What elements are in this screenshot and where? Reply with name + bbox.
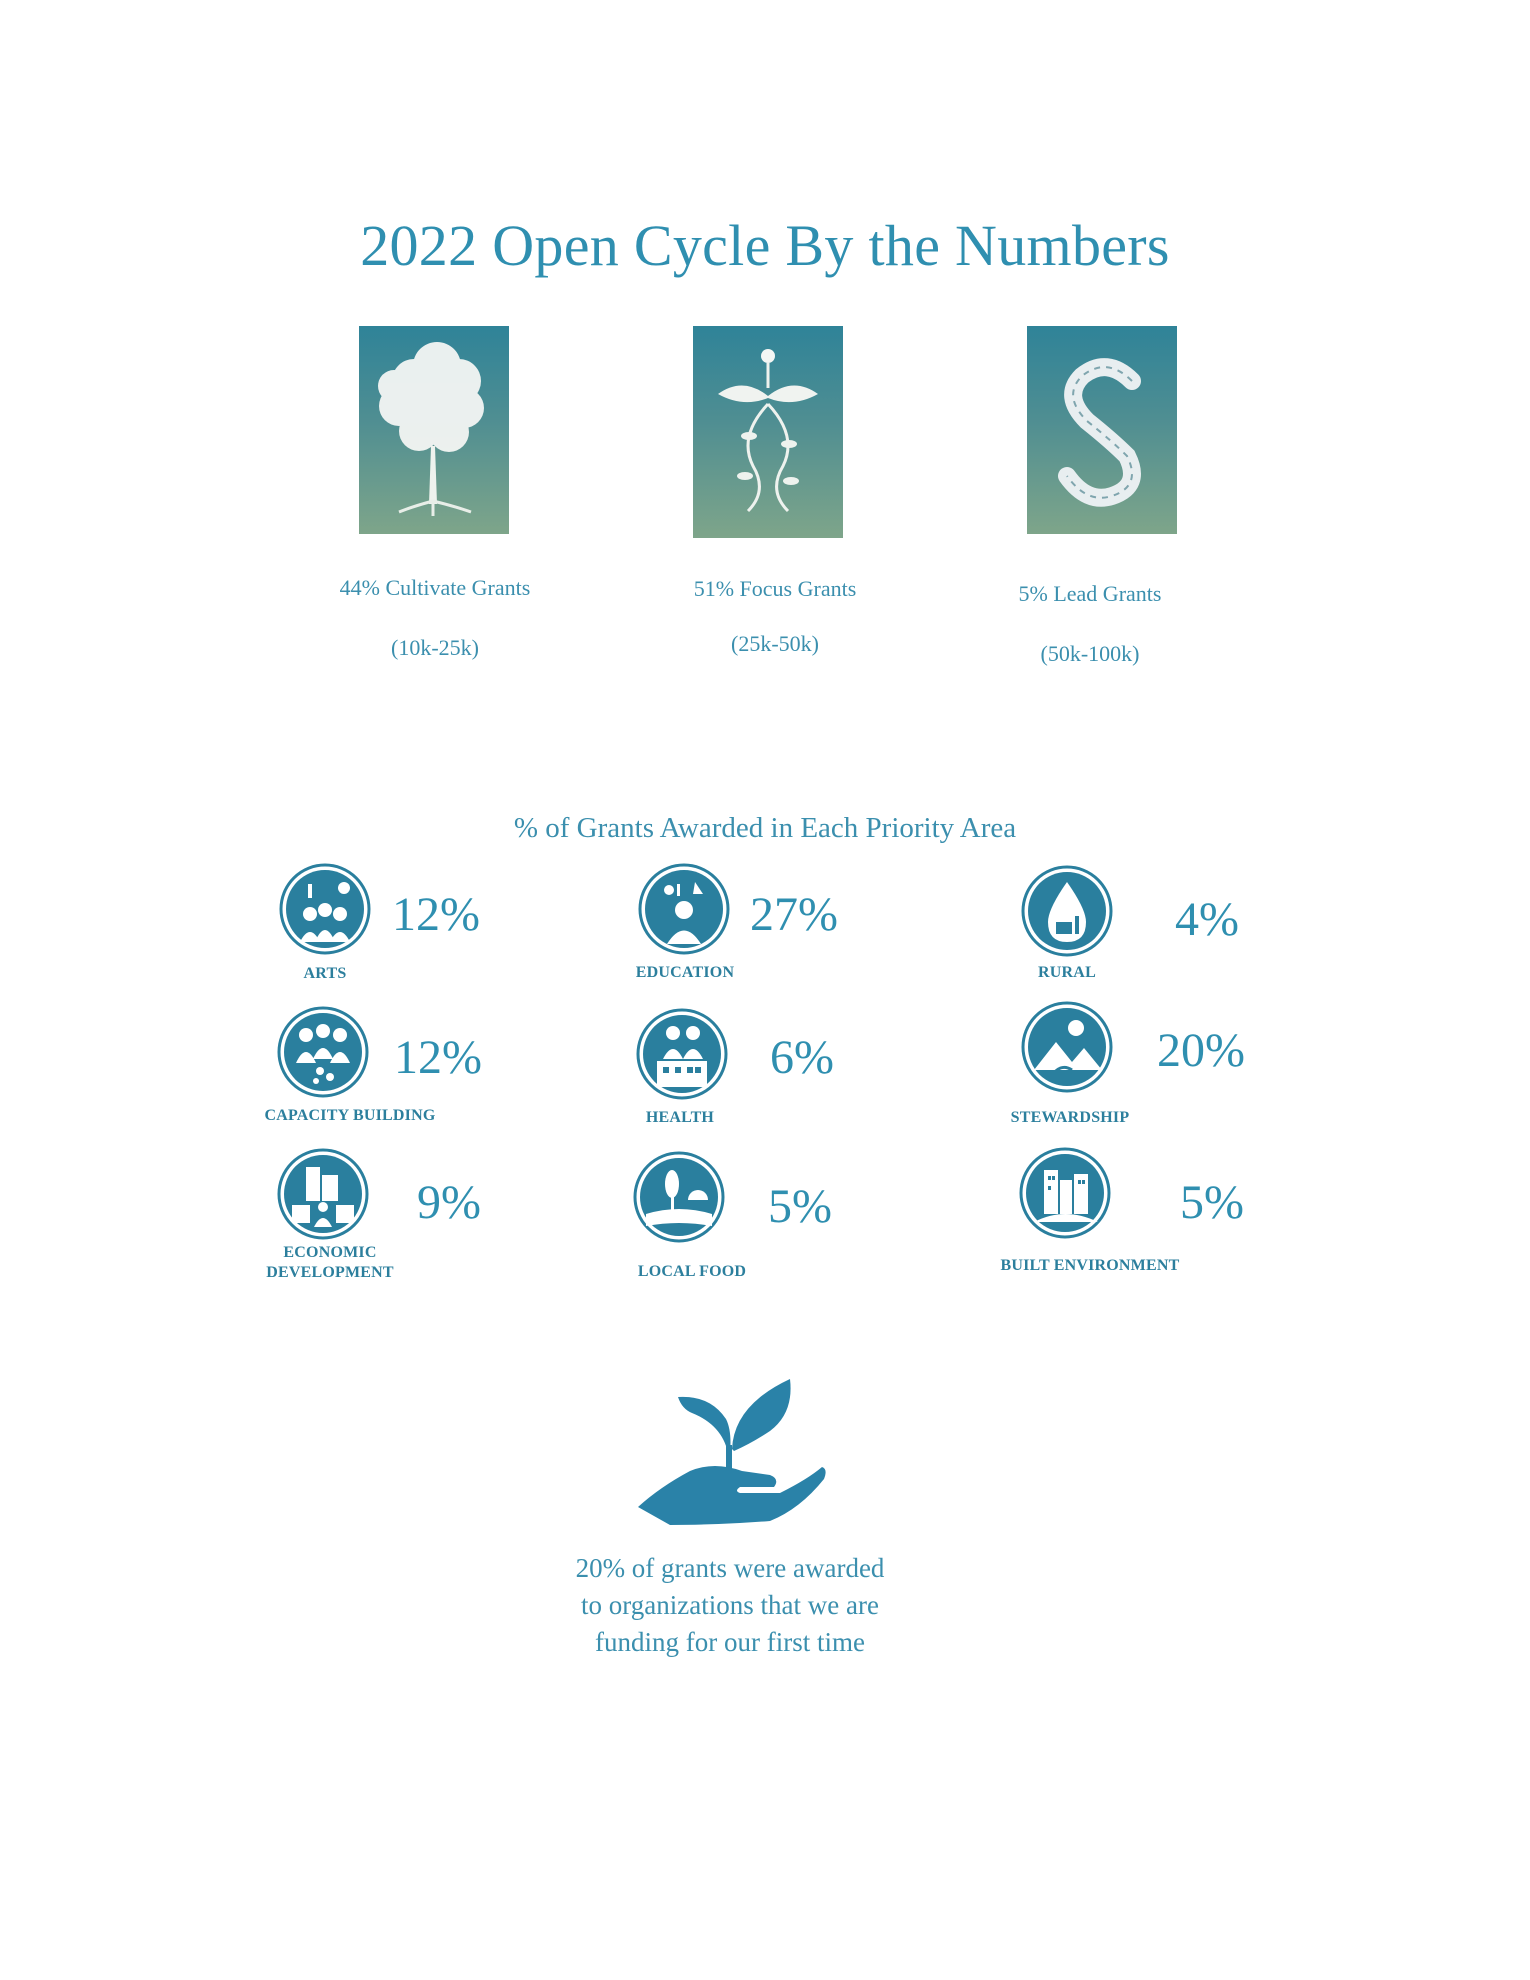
stewardship-icon	[1020, 1000, 1114, 1094]
education-percent: 27%	[750, 888, 838, 941]
puzzle-s-icon	[1027, 326, 1177, 534]
local-food-label: LOCAL FOOD	[637, 1263, 747, 1280]
built-environment-label: BUILT ENVIRONMENT	[1000, 1257, 1180, 1274]
capacity-building-icon	[276, 1005, 370, 1099]
capacity-building-label: CAPACITY BUILDING	[264, 1107, 436, 1124]
health-icon	[635, 1007, 729, 1101]
health-label: HEALTH	[645, 1109, 715, 1126]
local-food-percent: 5%	[768, 1180, 832, 1233]
hand-sprout-icon	[630, 1375, 826, 1527]
built-environment-percent: 5%	[1180, 1176, 1244, 1229]
rural-percent: 4%	[1175, 893, 1239, 946]
focus-grants-label: 51% Focus Grants	[693, 576, 857, 601]
education-icon	[637, 862, 731, 956]
built-environment-icon	[1018, 1146, 1112, 1240]
arts-percent: 12%	[392, 888, 480, 941]
stewardship-percent: 20%	[1157, 1024, 1245, 1077]
vine-flower-icon	[693, 326, 843, 538]
capacity-building-percent: 12%	[394, 1031, 482, 1084]
economic-development-percent: 9%	[417, 1176, 481, 1229]
first-time-grantees-note: 20% of grants were awarded to organizations that we are funding for our first time	[575, 1553, 885, 1657]
tree-icon	[359, 326, 509, 534]
local-food-icon	[632, 1150, 726, 1244]
arts-icon	[278, 862, 372, 956]
economic-development-icon	[276, 1147, 370, 1241]
rural-icon	[1020, 864, 1114, 958]
stewardship-label: STEWARDSHIP	[1010, 1109, 1130, 1126]
cultivate-grants-label: 44% Cultivate Grants	[339, 575, 531, 600]
health-percent: 6%	[770, 1031, 834, 1084]
cultivate-grants-range: (10k-25k)	[391, 635, 479, 660]
education-label: EDUCATION	[635, 964, 735, 981]
page-title: 2022 Open Cycle By the Numbers	[360, 213, 1170, 278]
lead-grants-range: (50k-100k)	[1040, 641, 1140, 666]
priority-area-heading: % of Grants Awarded in Each Priority Area	[513, 812, 1017, 844]
focus-grants-range: (25k-50k)	[731, 631, 819, 656]
economic-development-label: ECONOMIC DEVELOPMENT	[266, 1244, 394, 1281]
rural-label: RURAL	[1038, 964, 1096, 981]
arts-label: ARTS	[303, 965, 347, 982]
lead-grants-label: 5% Lead Grants	[1018, 581, 1162, 606]
